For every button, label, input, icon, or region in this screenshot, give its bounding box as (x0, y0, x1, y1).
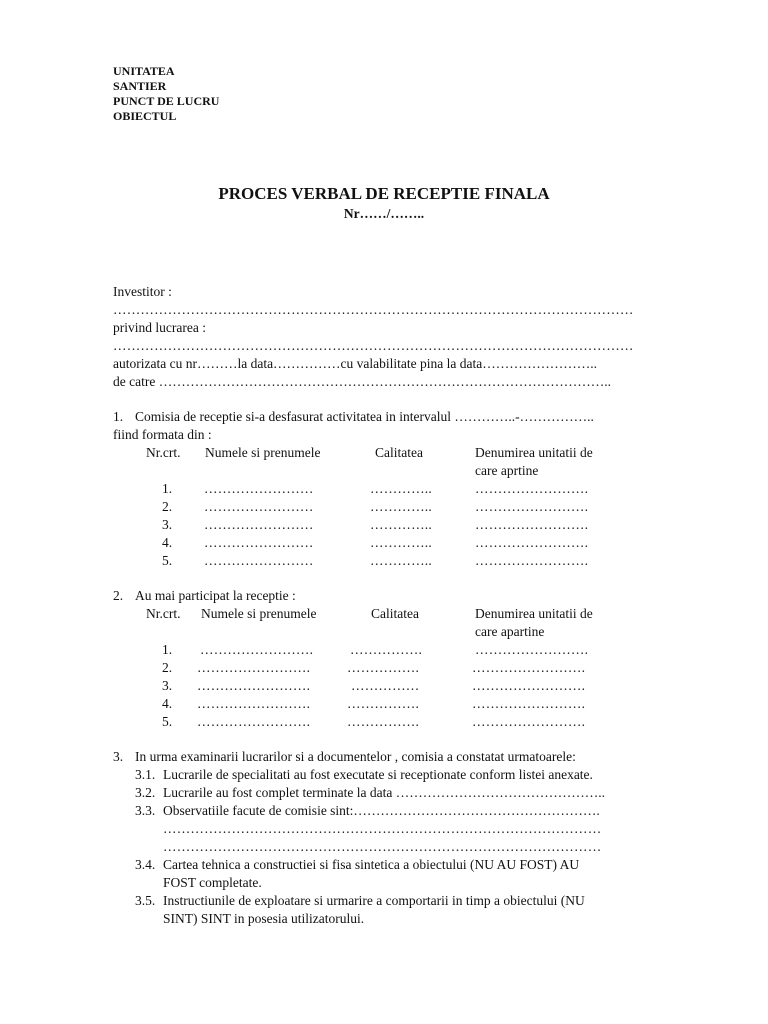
item-3-3-dots-line-2: …………………………………………………………………………………… (163, 821, 602, 836)
investitor-label: Investitor : (113, 284, 172, 299)
s2-header-calitatea: Calitatea (371, 606, 419, 621)
s1-row5-calitatea: ………….. (370, 553, 432, 568)
s1-header-nr: Nr.crt. (146, 445, 181, 460)
item-3-4-number: 3.4. (135, 857, 156, 872)
s2-row1-calitatea: ……………. (350, 642, 423, 657)
section3-text: In urma examinarii lucrarilor si a documentelor , comisia a constatat urmatoarele: (135, 749, 576, 764)
item-3-3-dots-line-3: …………………………………………………………………………………… (163, 839, 602, 854)
s2-row3-nume: ……………………. (197, 678, 311, 693)
item-3-2-number: 3.2. (135, 785, 156, 800)
s1-row5-unitate: ……………………. (475, 553, 589, 568)
s2-row2-unitate: ……………………. (472, 660, 586, 675)
s2-header-unitate-2: care apartine (475, 624, 545, 639)
s1-row1-nume: …………………… (204, 481, 314, 496)
s2-row3-unitate: ……………………. (472, 678, 586, 693)
s1-row4-unitate: ……………………. (475, 535, 589, 550)
item-3-3-number: 3.3. (135, 803, 156, 818)
s1-row2-unitate: ……………………. (475, 499, 589, 514)
item-3-5-text: Instructiunile de exploatare si urmarire a comportarii in timp a obiectului (NU (163, 893, 585, 908)
section2-text: Au mai participat la receptie : (135, 588, 296, 603)
s1-row3-nume: …………………… (204, 517, 314, 532)
s2-row5-unitate: ……………………. (472, 714, 586, 729)
s2-row2-calitatea: ……………. (347, 660, 420, 675)
s1-row4-nume: …………………… (204, 535, 314, 550)
s1-row5-nr: 5. (162, 553, 173, 568)
item-3-4-text: Cartea tehnica a constructiei si fisa sintetica a obiectului (NU AU FOST) AU (163, 857, 580, 872)
s2-row5-nume: ……………………. (197, 714, 311, 729)
s1-row2-nr: 2. (162, 499, 173, 514)
s1-row3-calitatea: ………….. (370, 517, 432, 532)
s1-header-calitatea: Calitatea (375, 445, 423, 460)
document-number: Nr……/…….. (343, 206, 425, 221)
s2-row1-unitate: ……………………. (475, 642, 589, 657)
section1-text: Comisia de receptie si-a desfasurat activitatea in intervalul …………..-…………….. (135, 409, 594, 424)
s1-header-unitate-1: Denumirea unitatii de (475, 445, 593, 460)
item-3-2-text: Lucrarile au fost complet terminate la data ……………………………………….. (163, 785, 606, 800)
autorizata-line: autorizata cu nr………la data……………cu valabilitate pina la data…………………….. (113, 356, 597, 371)
s2-row5-calitatea: ……………. (347, 714, 420, 729)
lucrarea-dots: …………………………………………………………………………………………………… (113, 338, 634, 353)
s2-row4-calitatea: ……………. (347, 696, 420, 711)
item-3-1-text: Lucrarile de specialitati au fost executate si receptionate conform listei anexate. (163, 767, 593, 782)
s2-row3-calitatea: …………… (351, 678, 420, 693)
section3-number: 3. (113, 749, 124, 764)
s2-row4-nr: 4. (162, 696, 173, 711)
s1-row1-calitatea: ………….. (370, 481, 432, 496)
item-3-4-text-line-2: FOST completate. (163, 875, 262, 890)
s1-row2-calitatea: ………….. (370, 499, 432, 514)
s2-row4-unitate: ……………………. (472, 696, 586, 711)
header-santier: SANTIER (113, 79, 167, 93)
s2-row3-nr: 3. (162, 678, 173, 693)
item-3-1-number: 3.1. (135, 767, 156, 782)
s1-header-unitate-2: care aprtine (475, 463, 539, 478)
s2-row4-nume: ……………………. (197, 696, 311, 711)
s2-header-unitate-1: Denumirea unitatii de (475, 606, 593, 621)
lucrarea-label: privind lucrarea : (113, 320, 206, 335)
de-catre-line: de catre ……………………………………………………………………………………….. (113, 374, 611, 389)
s2-row5-nr: 5. (162, 714, 173, 729)
s2-header-nr: Nr.crt. (146, 606, 181, 621)
s1-row3-nr: 3. (162, 517, 173, 532)
s2-row1-nume: ……………………. (200, 642, 314, 657)
s1-row1-unitate: ……………………. (475, 481, 589, 496)
header-punct-de-lucru: PUNCT DE LUCRU (113, 94, 220, 108)
s1-row3-unitate: ……………………. (475, 517, 589, 532)
investitor-dots: …………………………………………………………………………………………………… (113, 302, 634, 317)
item-3-3-text: Observatiile facute de comisie sint:………………………………………………. (163, 803, 600, 818)
s1-row1-nr: 1. (162, 481, 173, 496)
document-title: PROCES VERBAL DE RECEPTIE FINALA (218, 184, 550, 203)
s2-row2-nume: ……………………. (197, 660, 311, 675)
section1-text2: fiind formata din : (113, 427, 212, 442)
header-unitatea: UNITATEA (113, 64, 175, 78)
s1-header-nume: Numele si prenumele (205, 445, 321, 460)
s1-row4-nr: 4. (162, 535, 173, 550)
s1-row5-nume: …………………… (204, 553, 314, 568)
section2-number: 2. (113, 588, 124, 603)
s2-row2-nr: 2. (162, 660, 173, 675)
s2-row1-nr: 1. (162, 642, 173, 657)
item-3-5-text-line-2: SINT) SINT in posesia utilizatorului. (163, 911, 365, 926)
s1-row4-calitatea: ………….. (370, 535, 432, 550)
s2-header-nume: Numele si prenumele (201, 606, 317, 621)
header-obiectul: OBIECTUL (113, 109, 177, 123)
section1-number: 1. (113, 409, 124, 424)
item-3-5-number: 3.5. (135, 893, 156, 908)
s1-row2-nume: …………………… (204, 499, 314, 514)
